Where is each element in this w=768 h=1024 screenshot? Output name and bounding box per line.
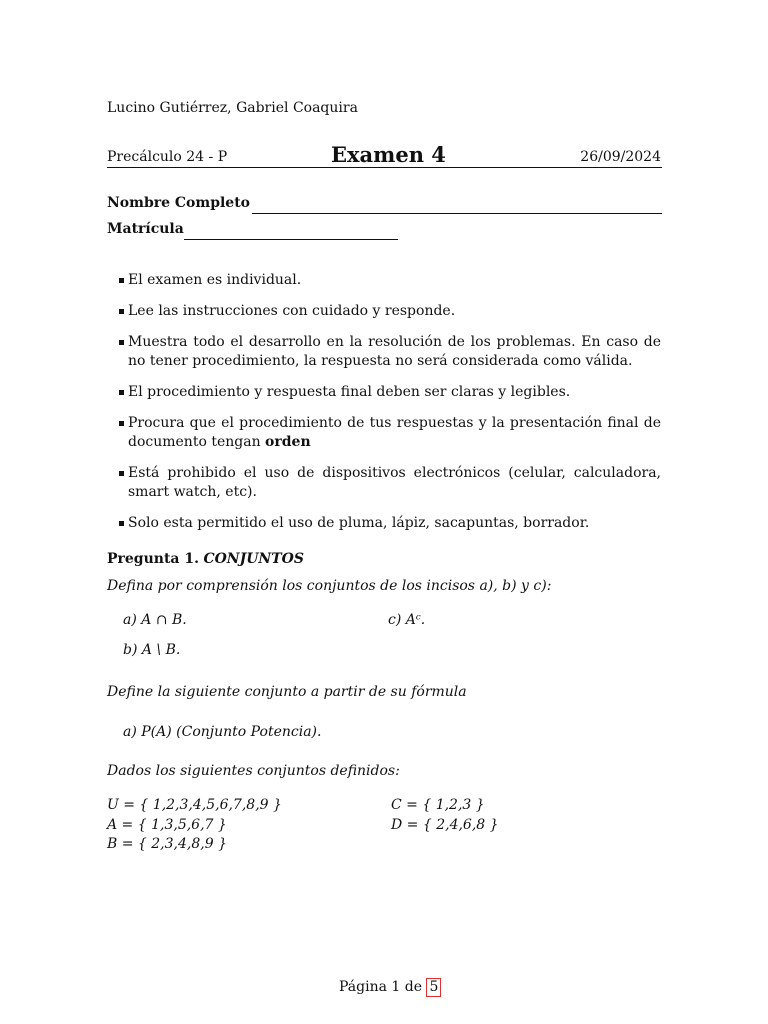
- rule-item: Está prohibido el uso de dispositivos electrónicos (celular, calculadora, smart watch, etc).: [128, 464, 661, 502]
- rule-item: Solo esta permitido el uso de pluma, lápiz, sacapuntas, borrador.: [128, 514, 661, 533]
- total-pages-link[interactable]: 5: [426, 978, 441, 997]
- rule-item: Muestra todo el desarrollo en la resolución de los problemas. En caso de no tener procedimiento, la respuesta no será considerada como válida.: [128, 333, 661, 371]
- set-b: B = { 2,3,4,8,9 }: [107, 836, 227, 852]
- bullet-icon: [119, 340, 124, 345]
- item-a-power-set: a) P(A) (Conjunto Potencia).: [123, 724, 322, 740]
- course-label: Precálculo 24 - P: [107, 149, 228, 165]
- student-id-line: [184, 239, 398, 240]
- rule-item: Procura que el procedimiento de tus respuestas y la presentación final de documento tengan orden: [128, 414, 661, 452]
- question-number: Pregunta 1.: [107, 551, 199, 567]
- set-a: A = { 1,3,5,6,7 }: [107, 817, 227, 833]
- instruction-1: Defina por comprensión los conjuntos de los incisos a), b) y c):: [107, 578, 552, 594]
- instruction-2: Define la siguiente conjunto a partir de su fórmula: [107, 684, 467, 700]
- rule-item: El procedimiento y respuesta final deben ser claras y legibles.: [128, 383, 661, 402]
- item-b: b) A \ B.: [123, 642, 181, 658]
- set-d: D = { 2,4,6,8 }: [391, 817, 499, 833]
- header-rule: [107, 167, 662, 168]
- bullet-icon: [119, 278, 124, 283]
- authors: Lucino Gutiérrez, Gabriel Coaquira: [107, 100, 358, 116]
- page-footer: [339, 978, 441, 997]
- full-name-line: [252, 213, 662, 214]
- rule-item: El examen es individual.: [128, 271, 661, 290]
- rule-item: Lee las instrucciones con cuidado y responde.: [128, 302, 661, 321]
- set-c: C = { 1,2,3 }: [391, 797, 485, 813]
- student-id-label: Matrícula: [107, 221, 184, 237]
- question-title: [107, 551, 304, 567]
- set-u: U = { 1,2,3,4,5,6,7,8,9 }: [107, 797, 282, 813]
- bullet-icon: [119, 421, 124, 426]
- bullet-icon: [119, 521, 124, 526]
- rules-list: [128, 271, 661, 545]
- question-name: CONJUNTOS: [203, 551, 304, 567]
- exam-date: 26/09/2024: [580, 149, 661, 165]
- bullet-icon: [119, 390, 124, 395]
- item-a: a) A ∩ B.: [123, 612, 187, 628]
- bullet-icon: [119, 309, 124, 314]
- full-name-label: Nombre Completo: [107, 195, 251, 211]
- rule-emphasis: orden: [265, 434, 311, 450]
- item-c: c) Aᶜ.: [388, 612, 426, 628]
- instruction-3: Dados los siguientes conjuntos definidos:: [107, 763, 400, 779]
- exam-title: Examen 4: [331, 142, 446, 167]
- bullet-icon: [119, 471, 124, 476]
- page-label: Página 1 de: [339, 979, 422, 995]
